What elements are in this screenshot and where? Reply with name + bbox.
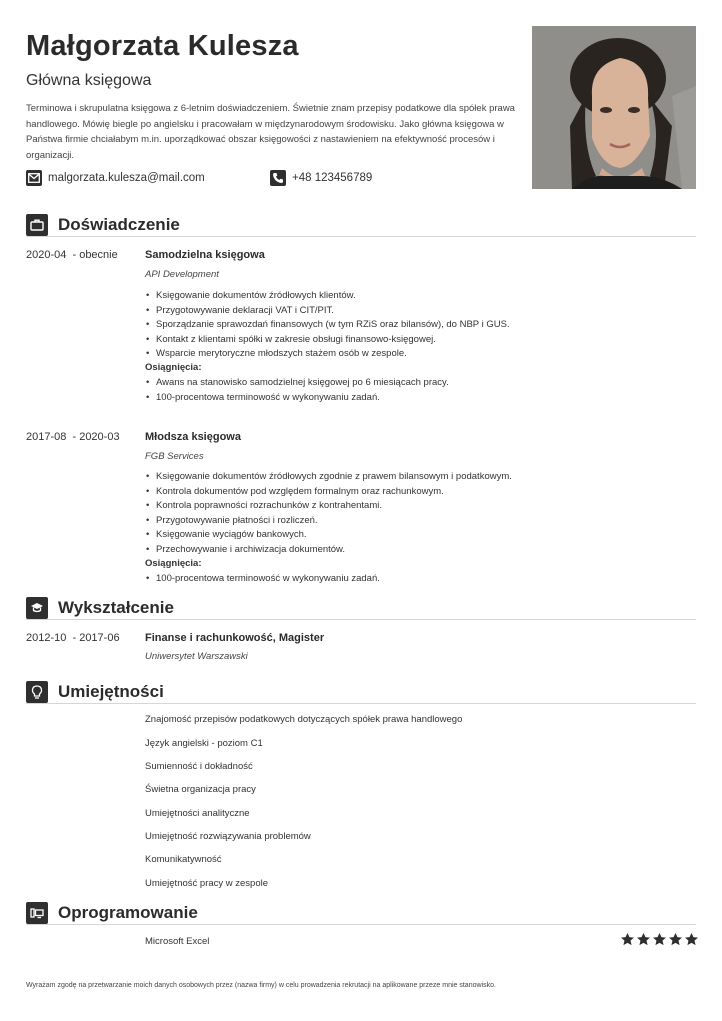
- list-item: • Sporządzanie sprawozdań finansowych (w tym RZiS oraz bilansów), do NBP i GUS.: [145, 318, 685, 333]
- education-school: Uniwersytet Warszawski: [145, 651, 248, 662]
- envelope-icon: [26, 170, 42, 186]
- section-skills-header: [26, 680, 696, 704]
- job-duties-list: [145, 289, 685, 362]
- job-role: Młodsza księgowa: [145, 431, 241, 443]
- candidate-name: Małgorzata Kulesza: [26, 30, 299, 62]
- skill-item: Język angielski - poziom C1: [145, 738, 263, 749]
- list-item: • Księgowanie dokumentów źródłowych klientów.: [145, 289, 685, 304]
- list-item: • Księgowanie dokumentów źródłowych zgodnie z prawem bilansowym i podatkowym.: [145, 470, 685, 485]
- skill-item: Komunikatywność: [145, 854, 222, 865]
- skill-item: Sumienność i dokładność: [145, 761, 253, 772]
- list-item: • Przechowywanie i archiwizacja dokumentów.: [145, 543, 685, 558]
- list-item: • Awans na stanowisko samodzielnej księgowej po 6 miesiącach pracy.: [145, 376, 685, 391]
- profile-photo: [532, 26, 696, 189]
- star-icon: [652, 932, 667, 947]
- section-experience-header: [26, 213, 696, 237]
- lightbulb-icon: [26, 681, 48, 703]
- job-dates: 2017-08 - 2020-03: [26, 431, 120, 443]
- job-company: FGB Services: [145, 451, 204, 462]
- list-item: • Kontrola dokumentów pod względem formalnym oraz rachunkowym.: [145, 485, 685, 500]
- profile-summary: Terminowa i skrupulatna księgowa z 6-letnim doświadczeniem. Świetnie znam przepisy podatkowe dla spółek prawa handlowego. Mówię biegle po angielsku i pracowałam w międzynarodowym środowisku. Jako główna księgowa w Państwa firmie chciałabym m.in. uporządkować obszar księgowości z nastawieniem na efektywność procesów i organizacji.: [26, 103, 515, 161]
- star-icon: [620, 932, 635, 947]
- section-title: Wykształcenie: [58, 597, 174, 617]
- job-duties-list: [145, 470, 685, 557]
- section-software-header: [26, 901, 696, 925]
- briefcase-icon: [26, 214, 48, 236]
- phone-icon: [270, 170, 286, 186]
- achievements-list: [145, 572, 685, 587]
- list-item: • Przygotowywanie deklaracji VAT i CIT/PIT.: [145, 304, 685, 319]
- skill-item: Umiejętność pracy w zespole: [145, 878, 269, 889]
- consent-clause: Wyrażam zgodę na przetwarzanie moich danych osobowych przez (nazwa firmy) w celu prowadzenia rekrutacji na aplikowane przeze mnie stanowisko.: [26, 982, 496, 989]
- achievements-label: Osiągnięcia:: [145, 362, 202, 373]
- skill-item: Umiejętności analityczne: [145, 808, 250, 819]
- skill-item: Świetna organizacja pracy: [145, 784, 256, 795]
- software-rating: [620, 932, 699, 947]
- education-dates: 2012-10 - 2017-06: [26, 632, 120, 644]
- job-role: Samodzielna księgowa: [145, 249, 265, 261]
- skill-item: Umiejętność rozwiązywania problemów: [145, 831, 311, 842]
- section-title: Umiejętności: [58, 681, 164, 701]
- achievements-list: [145, 376, 685, 405]
- job-company: API Development: [145, 269, 219, 280]
- skill-item: Znajomość przepisów podatkowych dotyczących spółek prawa handlowego: [145, 714, 463, 725]
- graduation-cap-icon: [26, 597, 48, 619]
- list-item: • 100-procentowa terminowość w wykonywaniu zadań.: [145, 391, 685, 406]
- section-education-header: [26, 596, 696, 620]
- phone-contact[interactable]: [270, 170, 372, 186]
- job-title: Główna księgowa: [26, 72, 152, 89]
- star-icon: [684, 932, 699, 947]
- list-item: • Kontakt z klientami spółki w zakresie obsługi finansowo-księgowej.: [145, 333, 685, 348]
- achievements-label: Osiągnięcia:: [145, 558, 202, 569]
- education-degree: Finanse i rachunkowość, Magister: [145, 632, 325, 644]
- list-item: • Wsparcie merytoryczne młodszych stażem osób w zespole.: [145, 347, 685, 362]
- section-title: Oprogramowanie: [58, 902, 198, 922]
- star-icon: [636, 932, 651, 947]
- section-title: Doświadczenie: [58, 214, 180, 234]
- list-item: • 100-procentowa terminowość w wykonywaniu zadań.: [145, 572, 685, 587]
- phone-text[interactable]: +48 123456789: [292, 172, 373, 184]
- computer-icon: [26, 902, 48, 924]
- list-item: • Przygotowywanie płatności i rozliczeń.: [145, 514, 685, 529]
- email-text[interactable]: malgorzata.kulesza@mail.com: [48, 172, 205, 184]
- list-item: • Księgowanie wyciągów bankowych.: [145, 528, 685, 543]
- list-item: • Kontrola poprawności rozrachunków z kontrahentami.: [145, 499, 685, 514]
- email-contact[interactable]: [26, 170, 205, 186]
- software-name: Microsoft Excel: [145, 936, 210, 947]
- job-dates: 2020-04 - obecnie: [26, 249, 118, 261]
- star-icon: [668, 932, 683, 947]
